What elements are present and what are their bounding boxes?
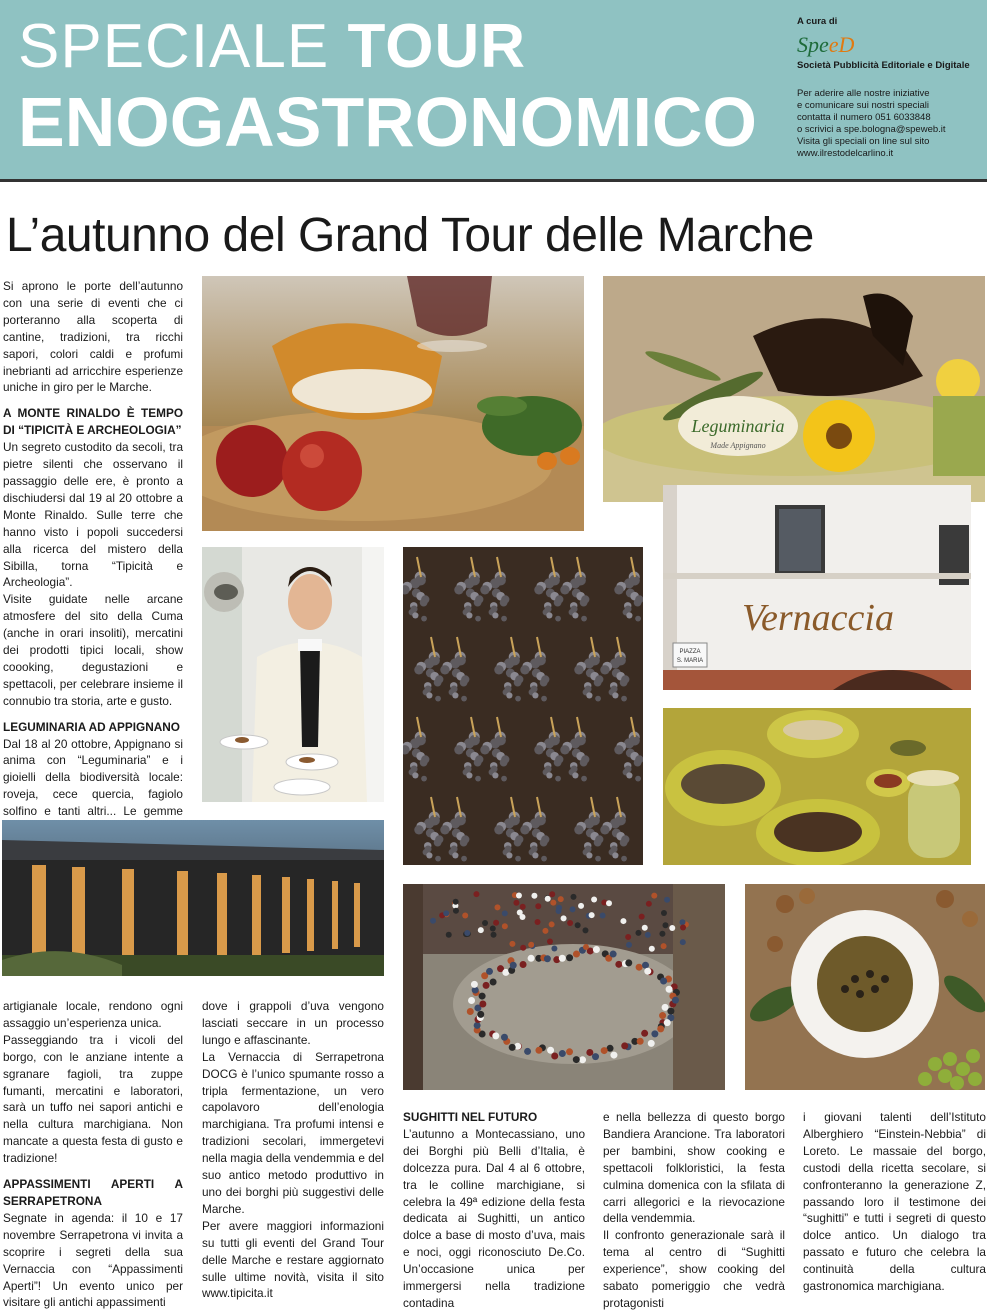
leguminaria-tag-text: Leguminaria bbox=[691, 416, 785, 436]
photo-leguminaria-jug bbox=[603, 276, 985, 502]
paragraph: artigianale locale, rendono ogni assaggio un’esperienza unica. bbox=[3, 999, 183, 1030]
contact-line: Per aderire alle nostre iniziative bbox=[797, 88, 930, 99]
article-column-left-bottom bbox=[3, 998, 183, 1311]
header-title-light: SPECIALE bbox=[18, 12, 330, 81]
speed-logo: SpeeD bbox=[797, 32, 855, 57]
article-column-5 bbox=[803, 1109, 986, 1295]
street-plate-line1: PIAZZA bbox=[679, 649, 701, 655]
contact-line: contatta il numero 051 6033848 bbox=[797, 112, 931, 123]
street-plate-line2: S. MARIA bbox=[676, 658, 704, 664]
paragraph: dove i grappoli d’uva vengono lasciati seccare in un processo lungo e affascinante. bbox=[202, 999, 384, 1047]
photo-waiter bbox=[202, 547, 384, 802]
photo-folk-dance bbox=[403, 884, 725, 1090]
society-name: Società Pubblicità Editoriale e Digitale bbox=[797, 60, 970, 71]
header-title-line1 bbox=[18, 12, 526, 82]
acura-label: A cura di bbox=[797, 16, 838, 27]
photo-vernaccia-sign bbox=[663, 485, 971, 690]
header-title-line2: ENOGASTRONOMICO bbox=[18, 83, 757, 161]
section-title-sughitti: SUGHITTI NEL FUTURO bbox=[403, 1110, 538, 1124]
contact-line: e comunicare sui nostri speciali bbox=[797, 100, 930, 111]
paragraph: Per avere maggiori informazioni su tutti gli eventi del Grand Tour delle Marche e restare aggiornato sulle ultime novità, visita il sito www.tipicita.it bbox=[202, 1218, 384, 1301]
paragraph: L’autunno a Montecassiano, uno dei Borghi più Belli d’Italia, è dolcezza pura. Dal 4 al 6 ottobre, tra le colline marchigiane, si celebra la 49ª edizione della festa dedicata ai Sughitti, un antico dolce a base di mosto d’uva, mais e noci, oggi riconosciuto De.Co. Un’occasione unica per immergersi nella tradizione contadina bbox=[403, 1126, 585, 1310]
header-divider bbox=[0, 179, 987, 182]
paragraph: Segnate in agenda: il 10 e 17 novembre Serrapetrona vi invita a scoprire i segreti della sua Vernaccia con “Appassimenti Aperti”! Un evento unico per visitare gli antichi appassimenti bbox=[3, 1210, 183, 1310]
photo-drying-grapes bbox=[403, 547, 643, 865]
photo-soup-walnuts bbox=[745, 884, 985, 1090]
publisher-box bbox=[797, 16, 983, 160]
article-column-4 bbox=[603, 1109, 785, 1312]
photo-legume-bowls bbox=[663, 708, 971, 865]
paragraph: La Vernaccia di Serrapetrona DOCG è l’unico spumante rosso a tripla fermentazione, un vero capolavoro dell’enologia marchigiana. Tra profumi intensi e tradizioni secolari, immergetevi nella magia della vendemmia e del suo antico metodo produttivo in uno dei borghi più suggestivi delle Marche. bbox=[202, 1049, 384, 1216]
leguminaria-sub-text: Made Appignano bbox=[710, 441, 766, 450]
section-title-monte-rinaldo: A MONTE RINALDO È TEMPO DI “TIPICITÀ E ARCHEOLOGIA” bbox=[3, 406, 183, 438]
article-column-3 bbox=[403, 1109, 585, 1312]
paragraph: Dal 18 al 20 ottobre, Appignano si anima con “Leguminaria” e i gioielli della biodiversità locale: roveja, cece quercia, fagiolo solfino e tanti altri... Le gemme bbox=[3, 736, 183, 819]
paragraph: e nella bellezza di questo borgo Bandiera Arancione. Tra laboratori per bambini, show cooking e spettacoli folkloristici, la festa culmina domenica con la sfilata di carri allegorici e la rievocazione della vendemmia. bbox=[603, 1110, 785, 1226]
photo-archaeological-site bbox=[2, 820, 384, 976]
vernaccia-sign-text: Vernaccia bbox=[742, 597, 894, 639]
paragraph: Un segreto custodito da secoli, tra pietre silenti che osservano il passaggio delle ere, è pronto a dischiudersi dal 19 al 20 ottobre a Monte Rinaldo. Sulle terre che hanno visto i popoli succedersi alla ricerca del mistero della Sibilla, torna “Tipicità e Archeologia”. bbox=[3, 440, 183, 590]
section-title-leguminaria: LEGUMINARIA AD APPIGNANO bbox=[3, 719, 180, 734]
contact-line: Visita gli speciali on line sul sito bbox=[797, 136, 930, 147]
section-title-appassimenti: APPASSIMENTI APERTI A SERRAPETRONA bbox=[3, 1177, 183, 1208]
paragraph: Il confronto generazionale sarà il tema al centro di “Sughitti experience”, show cooking del sabato pomeriggio che vedrà protagonisti bbox=[603, 1228, 785, 1310]
article-column-2 bbox=[202, 998, 384, 1302]
paragraph: Passeggiando tra i vicoli del borgo, con le anziane intente a sgranare fagioli, tra zuppe fumanti, mercatini e laboratori, sarà un tuffo nei sapori antichi e nella cultura marchigiana. Non mancate a questa festa di gusto e tradizione! bbox=[3, 1032, 183, 1166]
intro-paragraph: Si aprono le porte dell’autunno con una serie di eventi che ci porteranno alla scoperta di cantine, tradizioni, tra ricchi sapori, colori caldi e profumi inebrianti ad arricchire esperienze uniche in giro per le Marche. bbox=[3, 279, 183, 395]
contact-line: www.ilrestodelcarlino.it bbox=[797, 148, 894, 159]
photo-beans-pomegranates bbox=[202, 276, 584, 531]
header-title-bold: TOUR bbox=[347, 12, 527, 81]
contact-line: o scrivici a spe.bologna@speweb.it bbox=[797, 124, 946, 135]
page-title: L’autunno del Grand Tour delle Marche bbox=[6, 209, 814, 262]
paragraph: i giovani talenti dell’Istituto Alberghiero “Einstein-Nebbia” di Loreto. Le massaie del borgo, custodi della ricetta secolare, si confronteranno la generazione Z, passando loro il testimone dei “sughitti” e tutti i segreti di questo dolce antico. Un dialogo tra passato e futuro che celebra la continuità della cultura gastronomica marchigiana. bbox=[803, 1110, 986, 1294]
article-column-left-top bbox=[3, 278, 183, 888]
paragraph: Visite guidate nelle arcane atmosfere del sito della Cuma (anche in orari insoliti), mercatini dei prodotti tipici locali, show coooking, degustazioni e spettacoli, per celebrare insieme il connubio tra storia, arte e gusto. bbox=[3, 592, 183, 708]
